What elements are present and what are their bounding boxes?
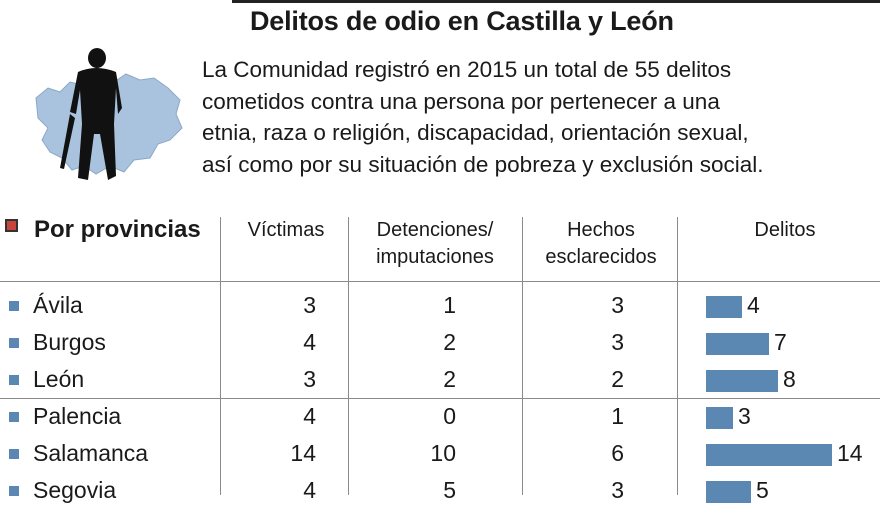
table-row: [0, 288, 880, 324]
row-bullet-icon: [9, 338, 19, 348]
province-name: Ávila: [33, 292, 83, 318]
cell-detenciones: 10: [430, 440, 456, 466]
delitos-bar: [706, 370, 778, 392]
province-name: León: [33, 366, 85, 392]
cell-detenciones: 1: [443, 292, 456, 318]
table-row: [0, 473, 880, 509]
intro-line: así como por su situación de pobreza y exclusión social.: [202, 151, 764, 177]
cell-hechos: 6: [611, 440, 624, 466]
cell-victimas: 14: [290, 440, 316, 466]
cell-detenciones: 2: [443, 366, 456, 392]
header-detenciones-line: imputaciones: [376, 246, 494, 268]
table-row: [0, 362, 880, 398]
section-marker-icon: [5, 219, 18, 232]
header-hechos-line: esclarecidos: [545, 246, 657, 268]
title-rule: [232, 0, 880, 3]
table-group-label: Por provincias: [34, 216, 201, 243]
cell-victimas: 4: [303, 477, 316, 503]
delitos-bar: [706, 481, 751, 503]
delitos-bar: [706, 296, 742, 318]
cell-victimas: 3: [303, 292, 316, 318]
page-title: Delitos de odio en Castilla y León: [250, 6, 674, 36]
cell-hechos: 1: [611, 403, 624, 429]
header-hechos: [528, 217, 674, 271]
delitos-label: 5: [756, 477, 769, 503]
cell-hechos: 3: [611, 329, 624, 355]
cell-detenciones: 5: [443, 477, 456, 503]
header-victimas: Víctimas: [247, 219, 325, 241]
delitos-label: 3: [738, 403, 751, 429]
intro-line: etnia, raza o religión, discapacidad, orientación sexual,: [202, 120, 749, 145]
cell-victimas: 3: [303, 366, 316, 392]
delitos-bar: [706, 444, 832, 466]
province-name: Segovia: [33, 477, 117, 503]
table-row: [0, 399, 880, 435]
cell-hechos: 3: [611, 292, 624, 318]
delitos-label: 14: [837, 440, 863, 466]
cell-victimas: 4: [303, 403, 316, 429]
delitos-label: 7: [774, 329, 787, 355]
table-row: [0, 436, 880, 472]
delitos-label: 4: [747, 292, 760, 318]
row-bullet-icon: [9, 449, 19, 459]
province-name: Burgos: [33, 329, 106, 355]
header-rule: [0, 281, 880, 282]
delitos-bar: [706, 407, 733, 429]
cell-hechos: 2: [611, 366, 624, 392]
intro-line: cometidos contra una persona por pertenecer a una: [202, 88, 720, 114]
header-detenciones-line: Detenciones/: [376, 219, 494, 241]
province-name: Palencia: [33, 403, 122, 429]
cell-victimas: 4: [303, 329, 316, 355]
intro-line: La Comunidad registró en 2015 un total de 55 delitos: [202, 57, 732, 82]
cell-detenciones: 2: [443, 329, 456, 355]
row-bullet-icon: [9, 301, 19, 311]
intro-text: [202, 54, 872, 180]
province-name: Salamanca: [33, 440, 149, 466]
header-hechos-line: Hechos: [567, 219, 635, 241]
delitos-bar: [706, 333, 769, 355]
header-delitos: Delitos: [754, 219, 816, 241]
header-detenciones: [352, 217, 518, 271]
row-bullet-icon: [9, 375, 19, 385]
row-bullet-icon: [9, 412, 19, 422]
table-row: [0, 325, 880, 361]
map-silhouette-icon: [30, 48, 190, 188]
cell-hechos: 3: [611, 477, 624, 503]
delitos-label: 8: [783, 366, 796, 392]
cell-detenciones: 0: [443, 403, 456, 429]
